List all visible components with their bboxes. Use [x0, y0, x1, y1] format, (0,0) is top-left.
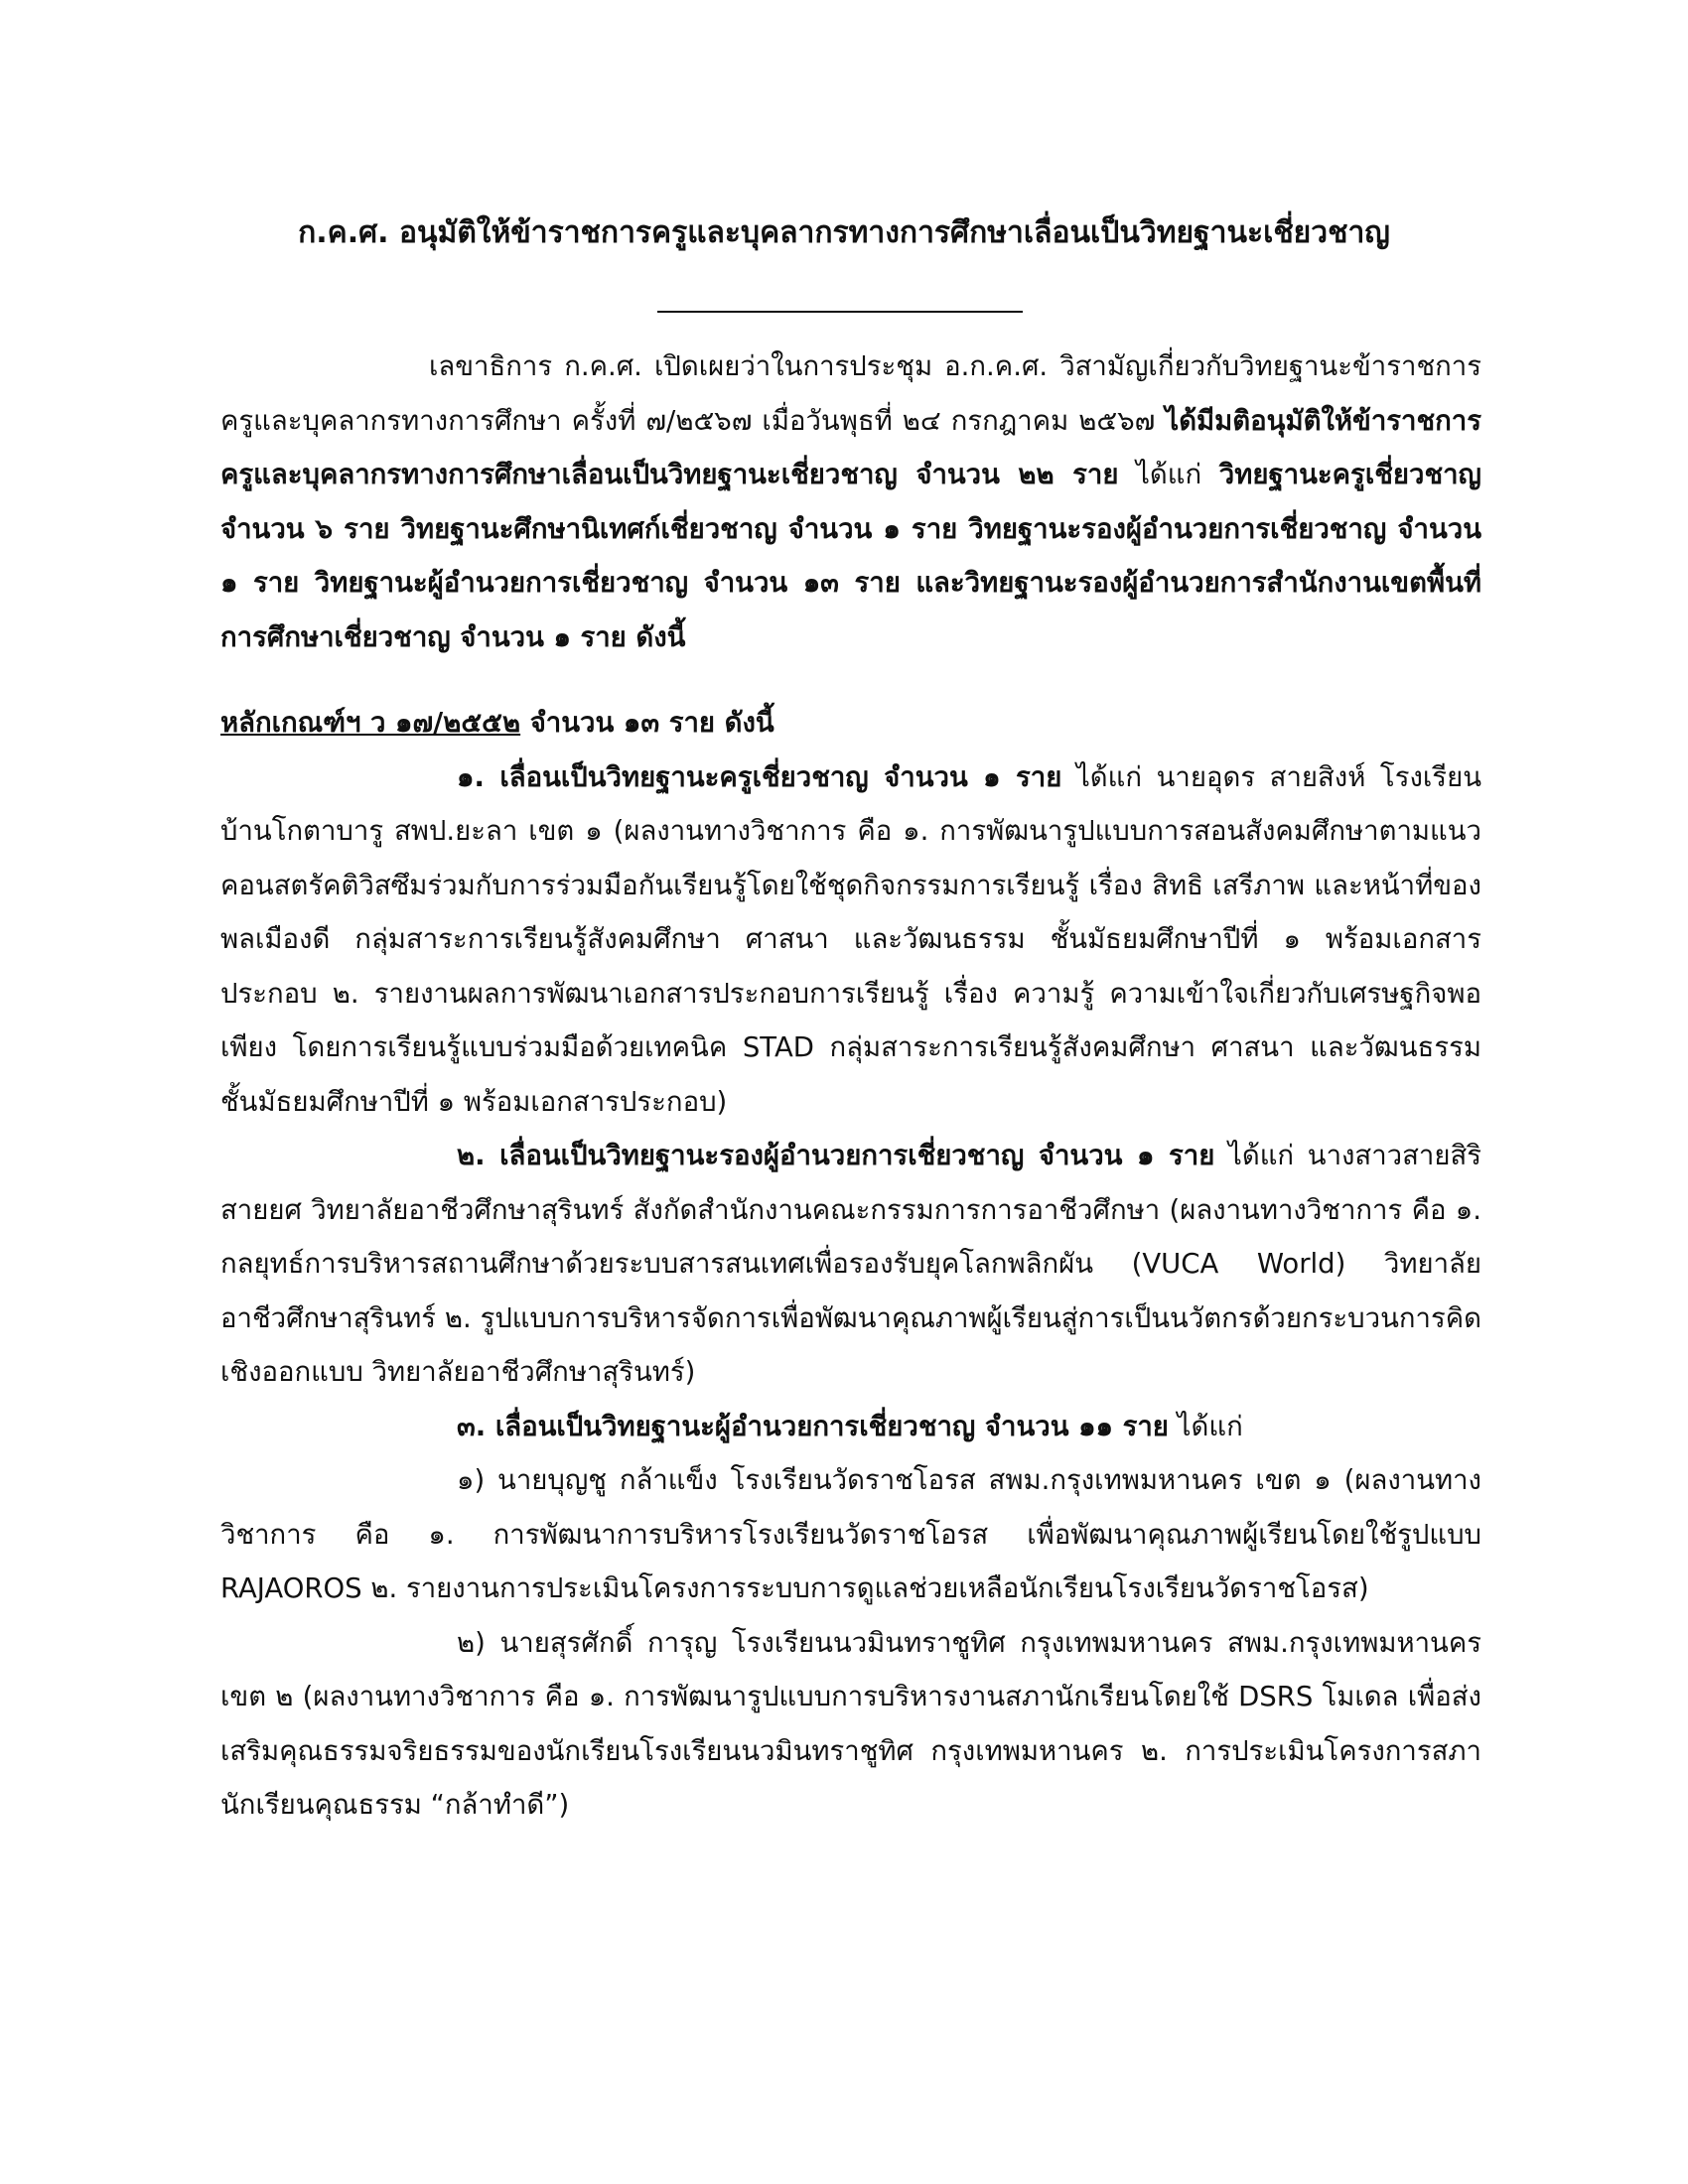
- intro-text-1: เลขาธิการ ก.ค.ศ. เปิดเผยว่าในการประชุม อ.ก.ค.ศ. วิสามัญเกี่ยวกับวิทยฐานะข้าราชการครูและบุคลากรทางการศึกษา ครั้งที่ ๗/๒๕๖๗ เมื่อวันพุธที่ ๒๔ กรกฎาคม ๒๕๖๗: [220, 350, 1481, 437]
- item-2-heading: ๒. เลื่อนเป็นวิทยฐานะรองผู้อำนวยการเชี่ยวชาญ จำนวน ๑ ราย: [457, 1140, 1215, 1171]
- item-3-paragraph: [220, 1400, 1481, 1454]
- item-2-text: ได้แก่ นางสาวสายสิริ สายยศ วิทยาลัยอาชีวศึกษาสุรินทร์ สังกัดสำนักงานคณะกรรมการการอาชีวศึกษา (ผลงานทางวิชาการ คือ ๑. กลยุทธ์การบริหารสถานศึกษาด้วยระบบสารสนเทศเพื่อรองรับยุคโลกพลิกผัน (VUCA World) วิทยาลัยอาชีวศึกษาสุรินทร์ ๒. รูปแบบการบริหารจัดการเพื่อพัฒนาคุณภาพผู้เรียนสู่การเป็นนวัตกรด้วยกระบวนการคิดเชิงออกแบบ วิทยาลัยอาชีวศึกษาสุรินทร์): [220, 1140, 1481, 1388]
- intro-bold-1: ได้มีมติอนุมัติให้ข้าราชการครูและบุคลากรทางการศึกษาเลื่อนเป็นวิทยฐานะเชี่ยวชาญ จำนวน ๒๒ ราย: [220, 404, 1481, 490]
- item-1-paragraph: [220, 751, 1481, 1130]
- item-3-text: ได้แก่: [1168, 1410, 1243, 1442]
- title-divider: [657, 311, 1023, 313]
- document-body: [220, 340, 1481, 1833]
- criteria-reference: หลักเกณฑ์ฯ ว ๑๗/๒๕๕๒: [220, 707, 521, 739]
- item-1-heading: ๑. เลื่อนเป็นวิทยฐานะครูเชี่ยวชาญ จำนวน ๑ ราย: [457, 760, 1062, 793]
- item-2-paragraph: [220, 1129, 1481, 1400]
- item-1-text: ได้แก่ นายอุดร สายสิงห์ โรงเรียนบ้านโกตาบารู สพป.ยะลา เขต ๑ (ผลงานทางวิชาการ คือ ๑. การพัฒนารูปแบบการสอนสังคมศึกษาตามแนวคอนสตรัคติวิสซึมร่วมกับการร่วมมือกันเรียนรู้โดยใช้ชุดกิจกรรมการเรียนรู้ เรื่อง สิทธิ เสรีภาพ และหน้าที่ของพลเมืองดี กลุ่มสาระการเรียนรู้สังคมศึกษา ศาสนา และวัฒนธรรม ชั้นมัธยมศึกษาปีที่ ๑ พร้อมเอกสารประกอบ ๒. รายงานผลการพัฒนาเอกสารประกอบการเรียนรู้ เรื่อง ความรู้ ความเข้าใจเกี่ยวกับเศรษฐกิจพอเพียง โดยการเรียนรู้แบบร่วมมือด้วยเทคนิค STAD กลุ่มสาระการเรียนรู้สังคมศึกษา ศาสนา และวัฒนธรรม ชั้นมัธยมศึกษาปีที่ ๑ พร้อมเอกสารประกอบ): [220, 760, 1481, 1118]
- item-3-heading: ๓. เลื่อนเป็นวิทยฐานะผู้อำนวยการเชี่ยวชาญ จำนวน ๑๑ ราย: [457, 1410, 1169, 1442]
- item-3-sub-2: ๒) นายสุรศักดิ์ การุญ โรงเรียนนวมินทราชูทิศ กรุงเทพมหานคร สพม.กรุงเทพมหานคร เขต ๒ (ผลงานทางวิชาการ คือ ๑. การพัฒนารูปแบบการบริหารงานสภานักเรียนโดยใช้ DSRS โมเดล เพื่อส่งเสริมคุณธรรมจริยธรรมของนักเรียนโรงเรียนนวมินทราชูทิศ กรุงเทพมหานคร ๒. การประเมินโครงการสภานักเรียนคุณธรรม “กล้าทำดี”): [220, 1626, 1481, 1821]
- criteria-count: จำนวน ๑๓ ราย ดังนี้: [520, 707, 774, 739]
- criteria-heading: [220, 696, 1481, 751]
- intro-bold-2: วิทยฐานะครูเชี่ยวชาญ จำนวน ๖ ราย วิทยฐานะศึกษานิเทศก์เชี่ยวชาญ จำนวน ๑ ราย วิทยฐานะรองผู้อำนวยการเชี่ยวชาญ จำนวน ๑ ราย วิทยฐานะผู้อำนวยการเชี่ยวชาญ จำนวน ๑๓ ราย และวิทยฐานะรองผู้อำนวยการสำนักงานเขตพื้นที่การศึกษาเชี่ยวชาญ จำนวน ๑ ราย ดังนี้: [220, 459, 1481, 653]
- document-title: ก.ค.ศ. อนุมัติให้ข้าราชการครูและบุคลากรทางการศึกษาเลื่อนเป็นวิทยฐานะเชี่ยวชาญ: [298, 215, 1390, 250]
- intro-text-2: ได้แก่: [1118, 459, 1219, 490]
- paragraph-gap: [220, 664, 1481, 696]
- item-3-sub-1: ๑) นายบุญชู กล้าแข็ง โรงเรียนวัดราชโอรส สพม.กรุงเทพมหานคร เขต ๑ (ผลงานทางวิชาการ คือ ๑. การพัฒนาการบริหารโรงเรียนวัดราชโอรส เพื่อพัฒนาคุณภาพผู้เรียนโดยใช้รูปแบบ RAJAOROS ๒. รายงานการประเมินโครงการระบบการดูแลช่วยเหลือนักเรียนโรงเรียนวัดราชโอรส): [220, 1464, 1481, 1604]
- intro-paragraph: [220, 340, 1481, 664]
